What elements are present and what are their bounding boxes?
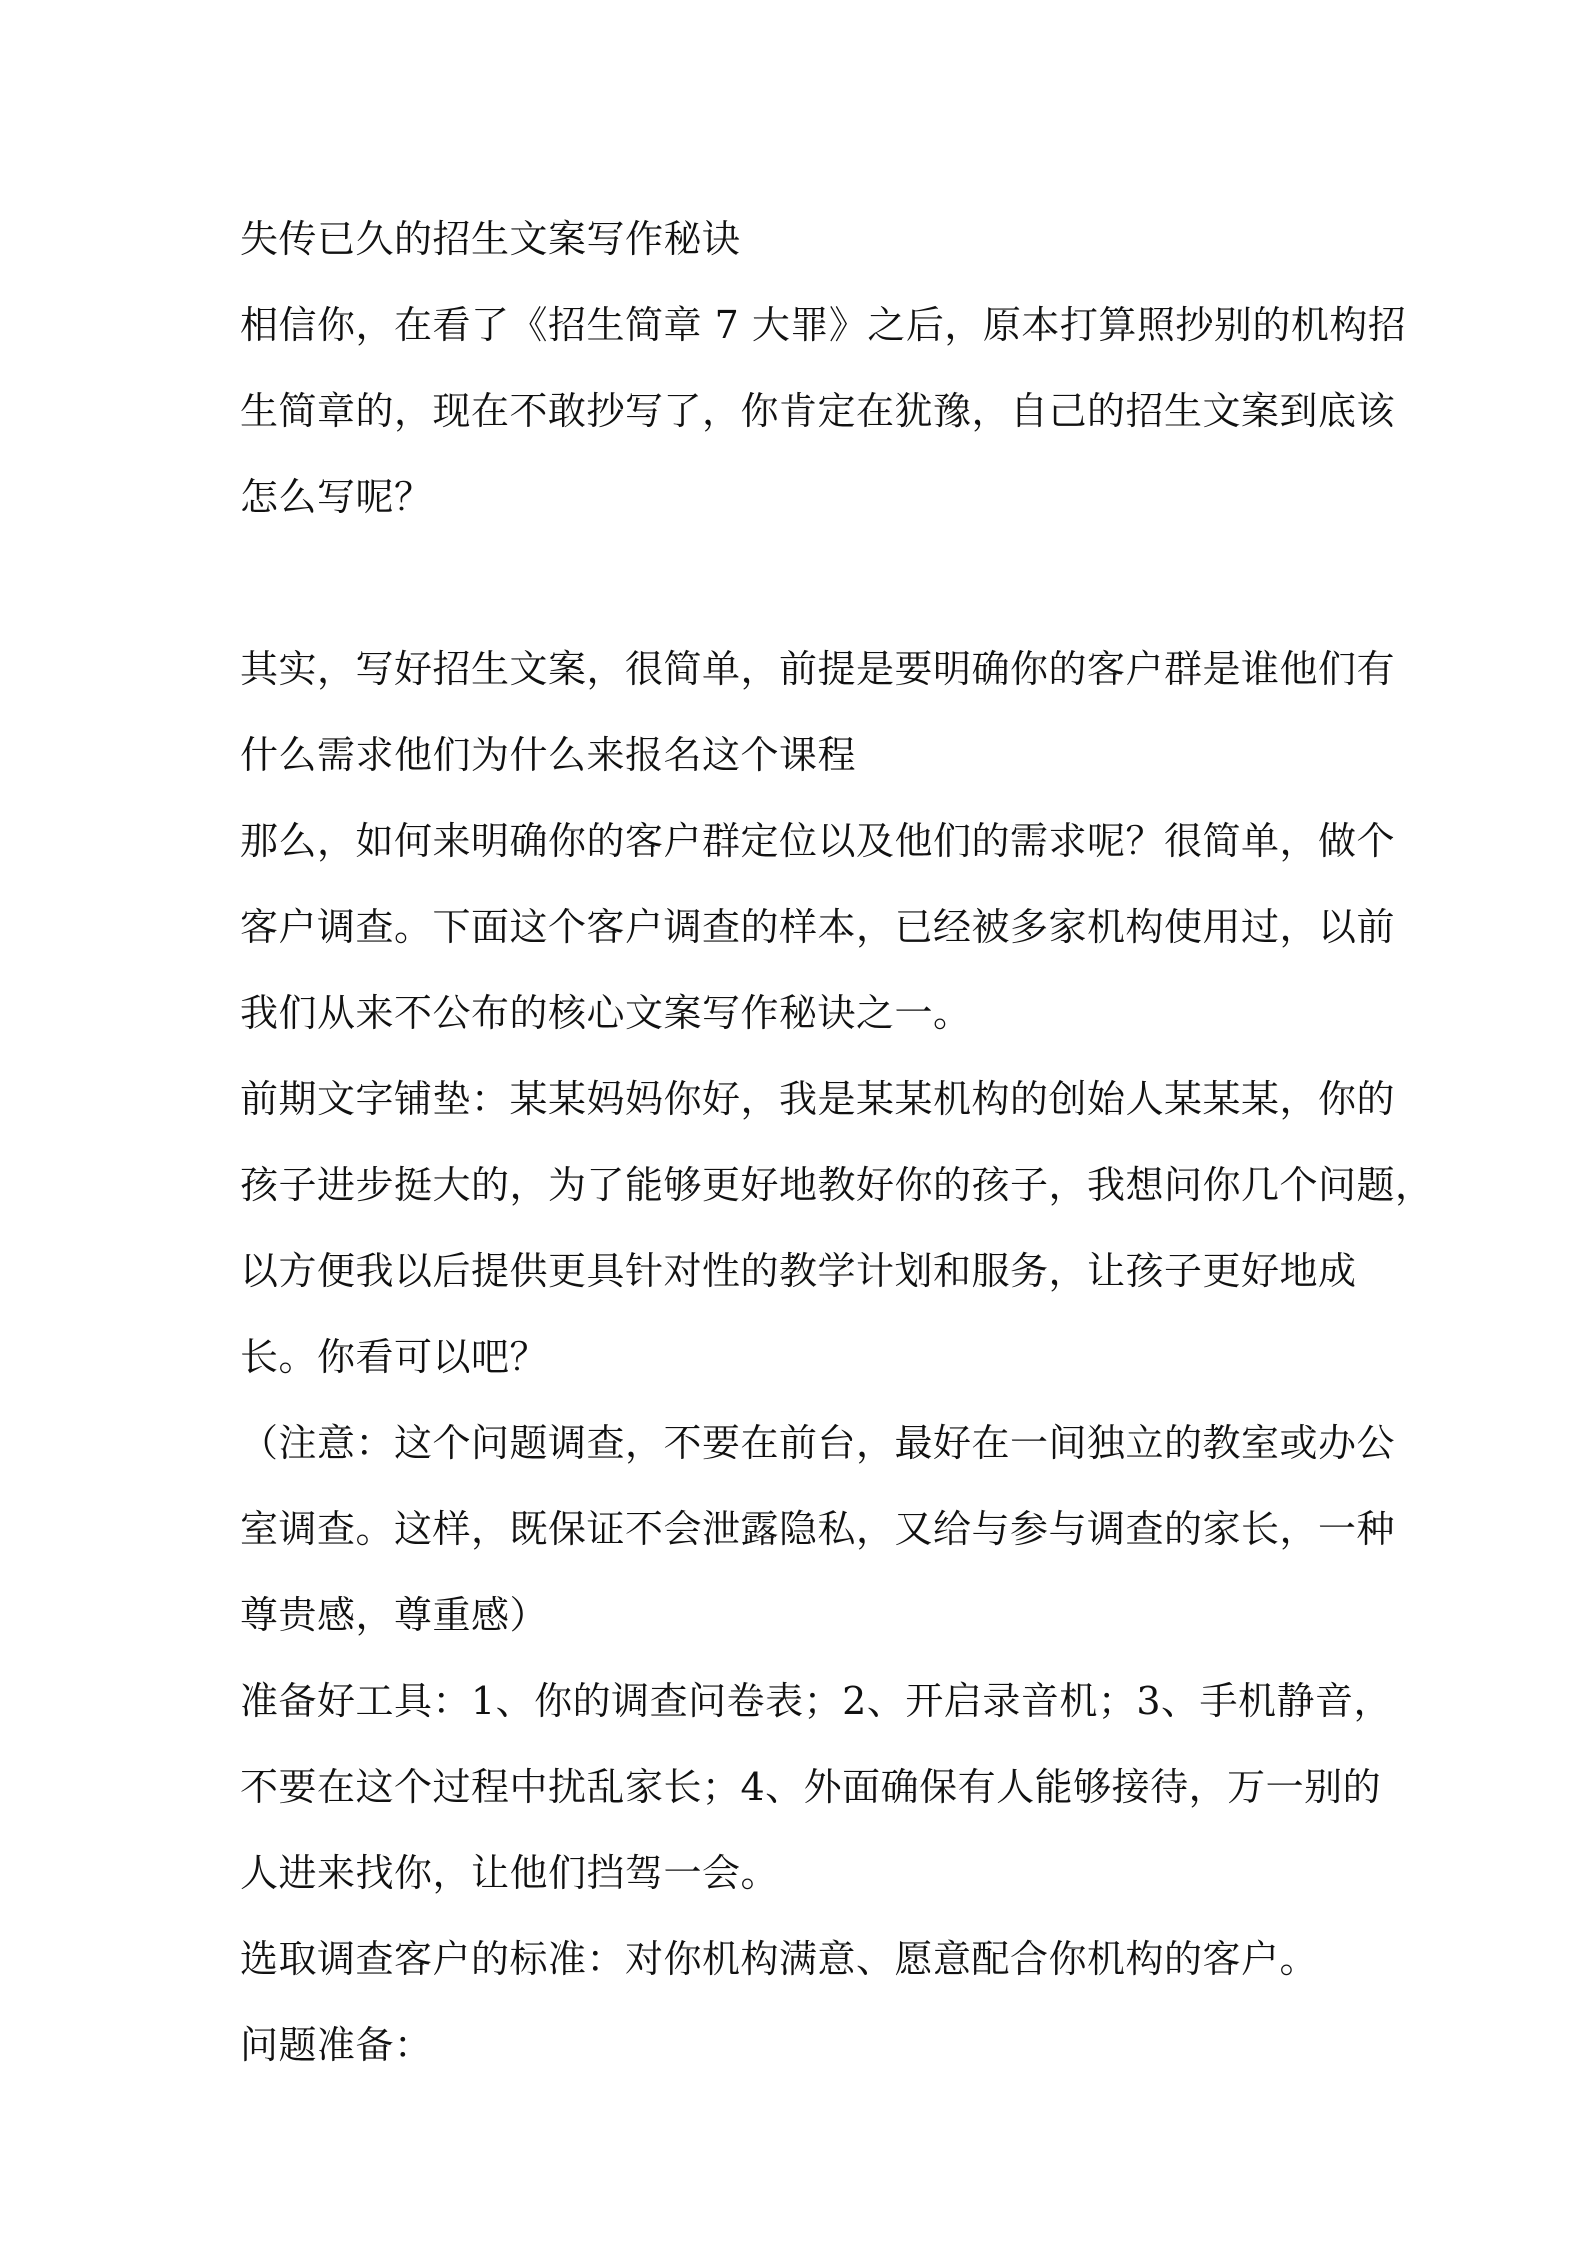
text-line: 准备好工具：1、你的调查问卷表；2、开启录音机；3、手机静音， [240,1679,1393,1723]
text-line: 生简章的，现在不敢抄写了，你肯定在犹豫，自己的招生文案到底该 [240,389,1396,433]
text-line: （注意：这个问题调查，不要在前台，最好在一间独立的教室或办公 [240,1421,1396,1465]
text-line: 人进来找你，让他们挡驾一会。 [240,1851,780,1895]
document-body [240,196,1434,2088]
paragraph-criteria [240,1916,1360,2002]
paragraph-note [240,1400,1396,1658]
paragraph-preface [240,1056,1434,1400]
text-line: 前期文字铺垫：某某妈妈你好，我是某某机构的创始人某某某，你的 [240,1077,1396,1121]
text-line: 以方便我以后提供更具针对性的教学计划和服务，让孩子更好地成 [240,1249,1357,1293]
text-line: 我们从来不公布的核心文案写作秘诀之一。 [240,991,972,1035]
text-line: 尊贵感，尊重感） [240,1593,549,1637]
text-line: 相信你，在看了《招生简章 7 大罪》之后，原本打算照抄别的机构招 [240,303,1407,347]
text-line: 长。你看可以吧？ [240,1335,549,1379]
document-title: 失传已久的招生文案写作秘诀 [240,217,741,261]
text-line: 怎么写呢？ [240,475,433,519]
paragraph-spacer [240,540,1360,626]
text-line: 那么，如何来明确你的客户群定位以及他们的需求呢？很简单，做个 [240,819,1396,863]
paragraph-intro [240,282,1407,540]
text-line: 孩子进步挺大的，为了能够更好地教好你的孩子，我想问你几个问题， [240,1163,1434,1207]
paragraph-questions [240,2002,1360,2088]
text-line: 选取调查客户的标准：对你机构满意、愿意配合你机构的客户。 [240,1937,1319,1981]
text-line: 其实，写好招生文案，很简单，前提是要明确你的客户群是谁他们有 [240,647,1396,691]
text-line: 问题准备： [240,2023,433,2067]
text-line: 室调查。这样，既保证不会泄露隐私，又给与参与调查的家长，一种 [240,1507,1396,1551]
text-line: 不要在这个过程中扰乱家长；4、外面确保有人能够接待，万一别的 [240,1765,1382,1809]
text-line: 客户调查。下面这个客户调查的样本，已经被多家机构使用过，以前 [240,905,1396,949]
paragraph-premise [240,626,1396,798]
paragraph-tools [240,1658,1393,1916]
text-line: 什么需求他们为什么来报名这个课程 [240,733,857,777]
paragraph-survey [240,798,1396,1056]
